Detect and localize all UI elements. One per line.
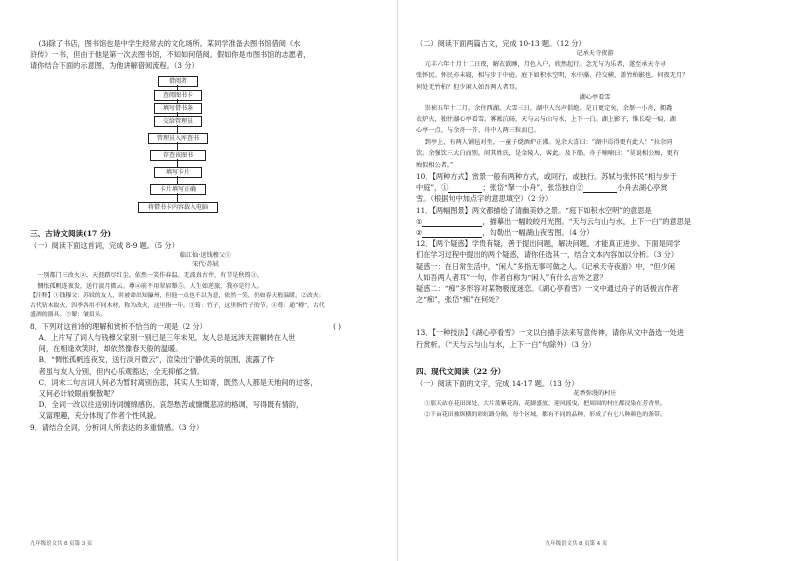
q11-text: ，描摹出一幅皎皎月光图。“天与云与山与水，上下一白”的意思是 bbox=[482, 216, 692, 226]
text1-paragraph: 张怀民。怀民亦未寝，相与步于中庭。庭下如积水空明，水中藻、荇交横，盖竹柏影也。何夜无月？ bbox=[416, 72, 689, 80]
text2-paragraph: 痴似相公者。” bbox=[416, 161, 454, 169]
q10-text: 中庭”，① bbox=[416, 183, 449, 193]
q13-line: 行赏析。（“天与云与山与水，上下一白”句除外）（3 分） bbox=[416, 339, 596, 349]
answer-space bbox=[416, 305, 774, 327]
q10-text: 小舟去湖心亭赏 bbox=[617, 183, 668, 193]
modern-text-title: 花香弥漫的村庄 bbox=[573, 390, 617, 398]
q3-line: (3)除了书店，图书馆也是中学生经常去的文化场所。某同学准备去图书馆借阅《水 bbox=[38, 39, 301, 48]
q8-stem bbox=[30, 321, 381, 332]
page-footer-left: 九年级语文共 8 页第 3 页 bbox=[30, 541, 93, 547]
text1-paragraph: 元丰六年十月十二日夜，解衣欲睡，月色入户，欣然起行。念无与为乐者，遂至承天寺寻 bbox=[424, 60, 666, 68]
poem-notes: 盛酒的器具。⑤颦：皱眉头。 bbox=[30, 312, 107, 319]
q11-line: 11．【两幅图景】两文都描绘了清幽美妙之景。“庭下如积水空明”的意思是 bbox=[416, 205, 652, 215]
q11-text: ，勾勒出一幅湖山夜雪图。（4 分） bbox=[482, 228, 594, 238]
right-page bbox=[397, 0, 794, 561]
flow-connector bbox=[177, 159, 178, 167]
flow-connector bbox=[177, 176, 178, 184]
part2-instruction: （二）阅读下面两篇古文，完成 10-13 题。（12 分） bbox=[416, 39, 586, 48]
flow-step-6: 存查该图书 bbox=[150, 150, 206, 161]
q13-line: 13．【一种技法】《湖心亭看雪》一文以白描手法来写意传神，请你从文中备选一处进 bbox=[416, 328, 684, 338]
q10-blank-1[interactable] bbox=[448, 184, 482, 193]
q8-option-c: C．词末二句言词人何必为暂时离别伤悲，其实人生如寄，既然人人都是天地间的过客， bbox=[38, 377, 318, 387]
q8-option-b: B．“惆怅孤帆连夜发，送行淡月微云”，渲染出宁静优美的氛围，流露了作 bbox=[38, 355, 275, 365]
flow-connector bbox=[177, 125, 178, 133]
q11-blank-2[interactable] bbox=[422, 229, 482, 238]
page-footer-right: 九年级语文共 8 页第 4 页 bbox=[545, 541, 608, 547]
q11-line bbox=[416, 216, 774, 227]
q11-line bbox=[416, 227, 774, 238]
poem-line: 惆怅孤帆连夜发，送行淡月微云。尊④前不用翠眉颦⑤。人生如逆旅，我亦是行人。 bbox=[37, 283, 263, 290]
text2-paragraph: 饮。余强饮三大白而别。问其姓氏，是金陵人，客此。及下船，舟子喃喃曰：“莫说相公痴，更有 bbox=[416, 150, 680, 158]
q12-line: 人如吾两人者耳”一句，作者自称为“闲人”有什么言外之意？ bbox=[416, 272, 607, 282]
q11-text: ② bbox=[416, 228, 423, 238]
q11-blank-1[interactable] bbox=[422, 218, 482, 227]
section-3-title: 三、古诗文阅读(17 分) bbox=[30, 228, 112, 238]
part1-instruction: （一）阅读下面这首词，完成 8-9 题。（5 分） bbox=[30, 240, 179, 250]
q8-option-c: 又何必计较眼前聚散呢？ bbox=[38, 389, 118, 398]
q10-text: ；张岱“拏一小舟”，张岱独自② bbox=[482, 183, 584, 193]
q8-option-d: 又富理趣，充分体现了作者个性风貌。 bbox=[38, 411, 161, 421]
text1-paragraph: 何处无竹柏？但少闲人如吾两人者耳。 bbox=[416, 83, 522, 91]
part4-instruction: （一）阅读下面的文字，完成 14-17 题。（13 分） bbox=[416, 378, 579, 388]
flow-step-3: 填写借书条 bbox=[154, 103, 202, 114]
q8-option-b: 者虽与友人分别，但内心乐观豁达，全无抑郁之情。 bbox=[38, 366, 204, 376]
text2-paragraph: 衣炉火，独往湖心亭看雪。雾凇沆砀，天与云与山与水，上下一白。湖上影子，惟长堤一痕、湖 bbox=[416, 116, 676, 124]
section-4-title: 四、现代文阅读（22 分） bbox=[416, 366, 506, 376]
flow-step-9: 将借书卡内容载入电脑 bbox=[138, 202, 218, 213]
poem-author: 宋代·苏轼 bbox=[192, 261, 219, 269]
text2-paragraph: 心亭一点、与余舟一芥、舟中人两三粒而已。 bbox=[416, 127, 540, 135]
flow-step-1: 借阅者 bbox=[158, 76, 198, 87]
poem-notes: 古代钻木取火，四季各用不同木材，称为改火，这里指一年。③筠：竹子，这里指竹子的节。④尊：通“樽”，古代 bbox=[30, 302, 325, 309]
q3-line: 请你结合下面的示意图，为他讲解借阅流程。（3 分） bbox=[30, 61, 199, 71]
q12-line: 们在学习过程中提出的两个疑惑，请你任选其一，结合文本内容加以分析。（3 分） bbox=[416, 250, 679, 260]
text1-title: 记承天寺夜游 bbox=[576, 50, 614, 58]
q9-stem: 9．请结合全词，分析词人所表达的多重情感。（3 分） bbox=[30, 422, 204, 432]
q10-blank-2[interactable] bbox=[583, 184, 617, 193]
q12-line: 之“痴”，张岱“痴”在何处？ bbox=[416, 295, 503, 305]
poem-title: 临江仙·送钱穆父① bbox=[179, 251, 232, 259]
q8-option-a: A．上片写了词人与钱穆父家别一别已是三年未见，友人总是远涉天涯辗转在人世 bbox=[38, 332, 296, 342]
q10-line: 10．【两种方式】赏景一般有两种方式，或同行，或独行。苏轼与张怀民“相与步于 bbox=[416, 172, 677, 182]
flow-step-7: 填写卡片 bbox=[154, 167, 202, 178]
flow-connector bbox=[177, 193, 178, 202]
poem-line: 一别都门三改火②，天涯踏尽红尘。依然一笑作春温。无波真古井，有节是秋筠③。 bbox=[37, 272, 263, 279]
flow-step-8: 卡片填写正确 bbox=[150, 184, 206, 195]
q8-answer-paren: ( ) bbox=[333, 321, 341, 331]
q8-stem-text: 8．下列对这首诗的理解和赏析不恰当的一项是（2 分） bbox=[30, 321, 207, 331]
q8-option-d: D．全词一改以往送别诗词缠绵感伤、哀怨愁苦或慷慨悲凉的格调，写得既有情韵， bbox=[38, 400, 304, 410]
q12-line: 12．【两个疑惑】学贵有疑，善于提出问题，解决问题，才能真正进步。下面是同学 bbox=[416, 239, 681, 249]
q12-line: 疑惑一：在日常生活中，“闲人”多指无事可做之人。《记承天寺夜游》中，“但少闲 bbox=[416, 261, 675, 271]
poem-notes: 【注释】①钱穆父：苏轼的友人，时被命出知瀛州，但他一点也不以为意，依然一笑，仍如春天般温暖。②改火： bbox=[30, 293, 325, 299]
text2-paragraph: 崇祯五年十二月，余住西湖。大雪三日，湖中人鸟声俱绝。是日更定矣，余拏一小舟，拥毳 bbox=[424, 104, 673, 112]
flow-connector bbox=[177, 142, 178, 150]
q12-line: 疑惑二：“痴”多形容对某物极度迷恋。《湖心亭看雪》一文中通过舟子的话极言作者 bbox=[416, 284, 679, 294]
q8-option-a: 间，在相逢欢笑时，却依然像春天般的温暖。 bbox=[38, 344, 183, 354]
modern-paragraph: ①那天站在花田深处，大片蓝紫花海，花脚盛放，迎风摇曳，把周围的村庄都浸染在芳香里。 bbox=[424, 400, 666, 407]
q10-line bbox=[416, 182, 774, 193]
q11-text: ① bbox=[416, 216, 423, 226]
q3-line: 浒传》一书，但由于他是第一次去图书馆，不知如何借阅。假如你是市图书馆的志愿者， bbox=[30, 50, 311, 60]
borrowing-flowchart bbox=[30, 74, 381, 224]
flow-step-2: 查阅图书卡 bbox=[154, 90, 202, 101]
text2-paragraph: 到亭上，有两人铺毡对坐，一童子烧酒炉正沸。见余大喜曰：“湖中焉得更有此人！”拉余同 bbox=[424, 138, 673, 146]
flow-step-5: 管理员入库查书 bbox=[148, 133, 208, 144]
flow-step-4: 交给管理员 bbox=[154, 116, 202, 127]
q10-line: 雪。（根据句中加点字的意思填空）（2 分） bbox=[416, 194, 553, 204]
text2-title: 湖心亭看雪 bbox=[579, 94, 611, 102]
modern-paragraph: ②千亩花田被纵横的彩虹路分隔，每个区域，都有不同的品种，形成了有七八种颜色的条带。 bbox=[424, 412, 666, 419]
answer-space bbox=[416, 350, 774, 362]
